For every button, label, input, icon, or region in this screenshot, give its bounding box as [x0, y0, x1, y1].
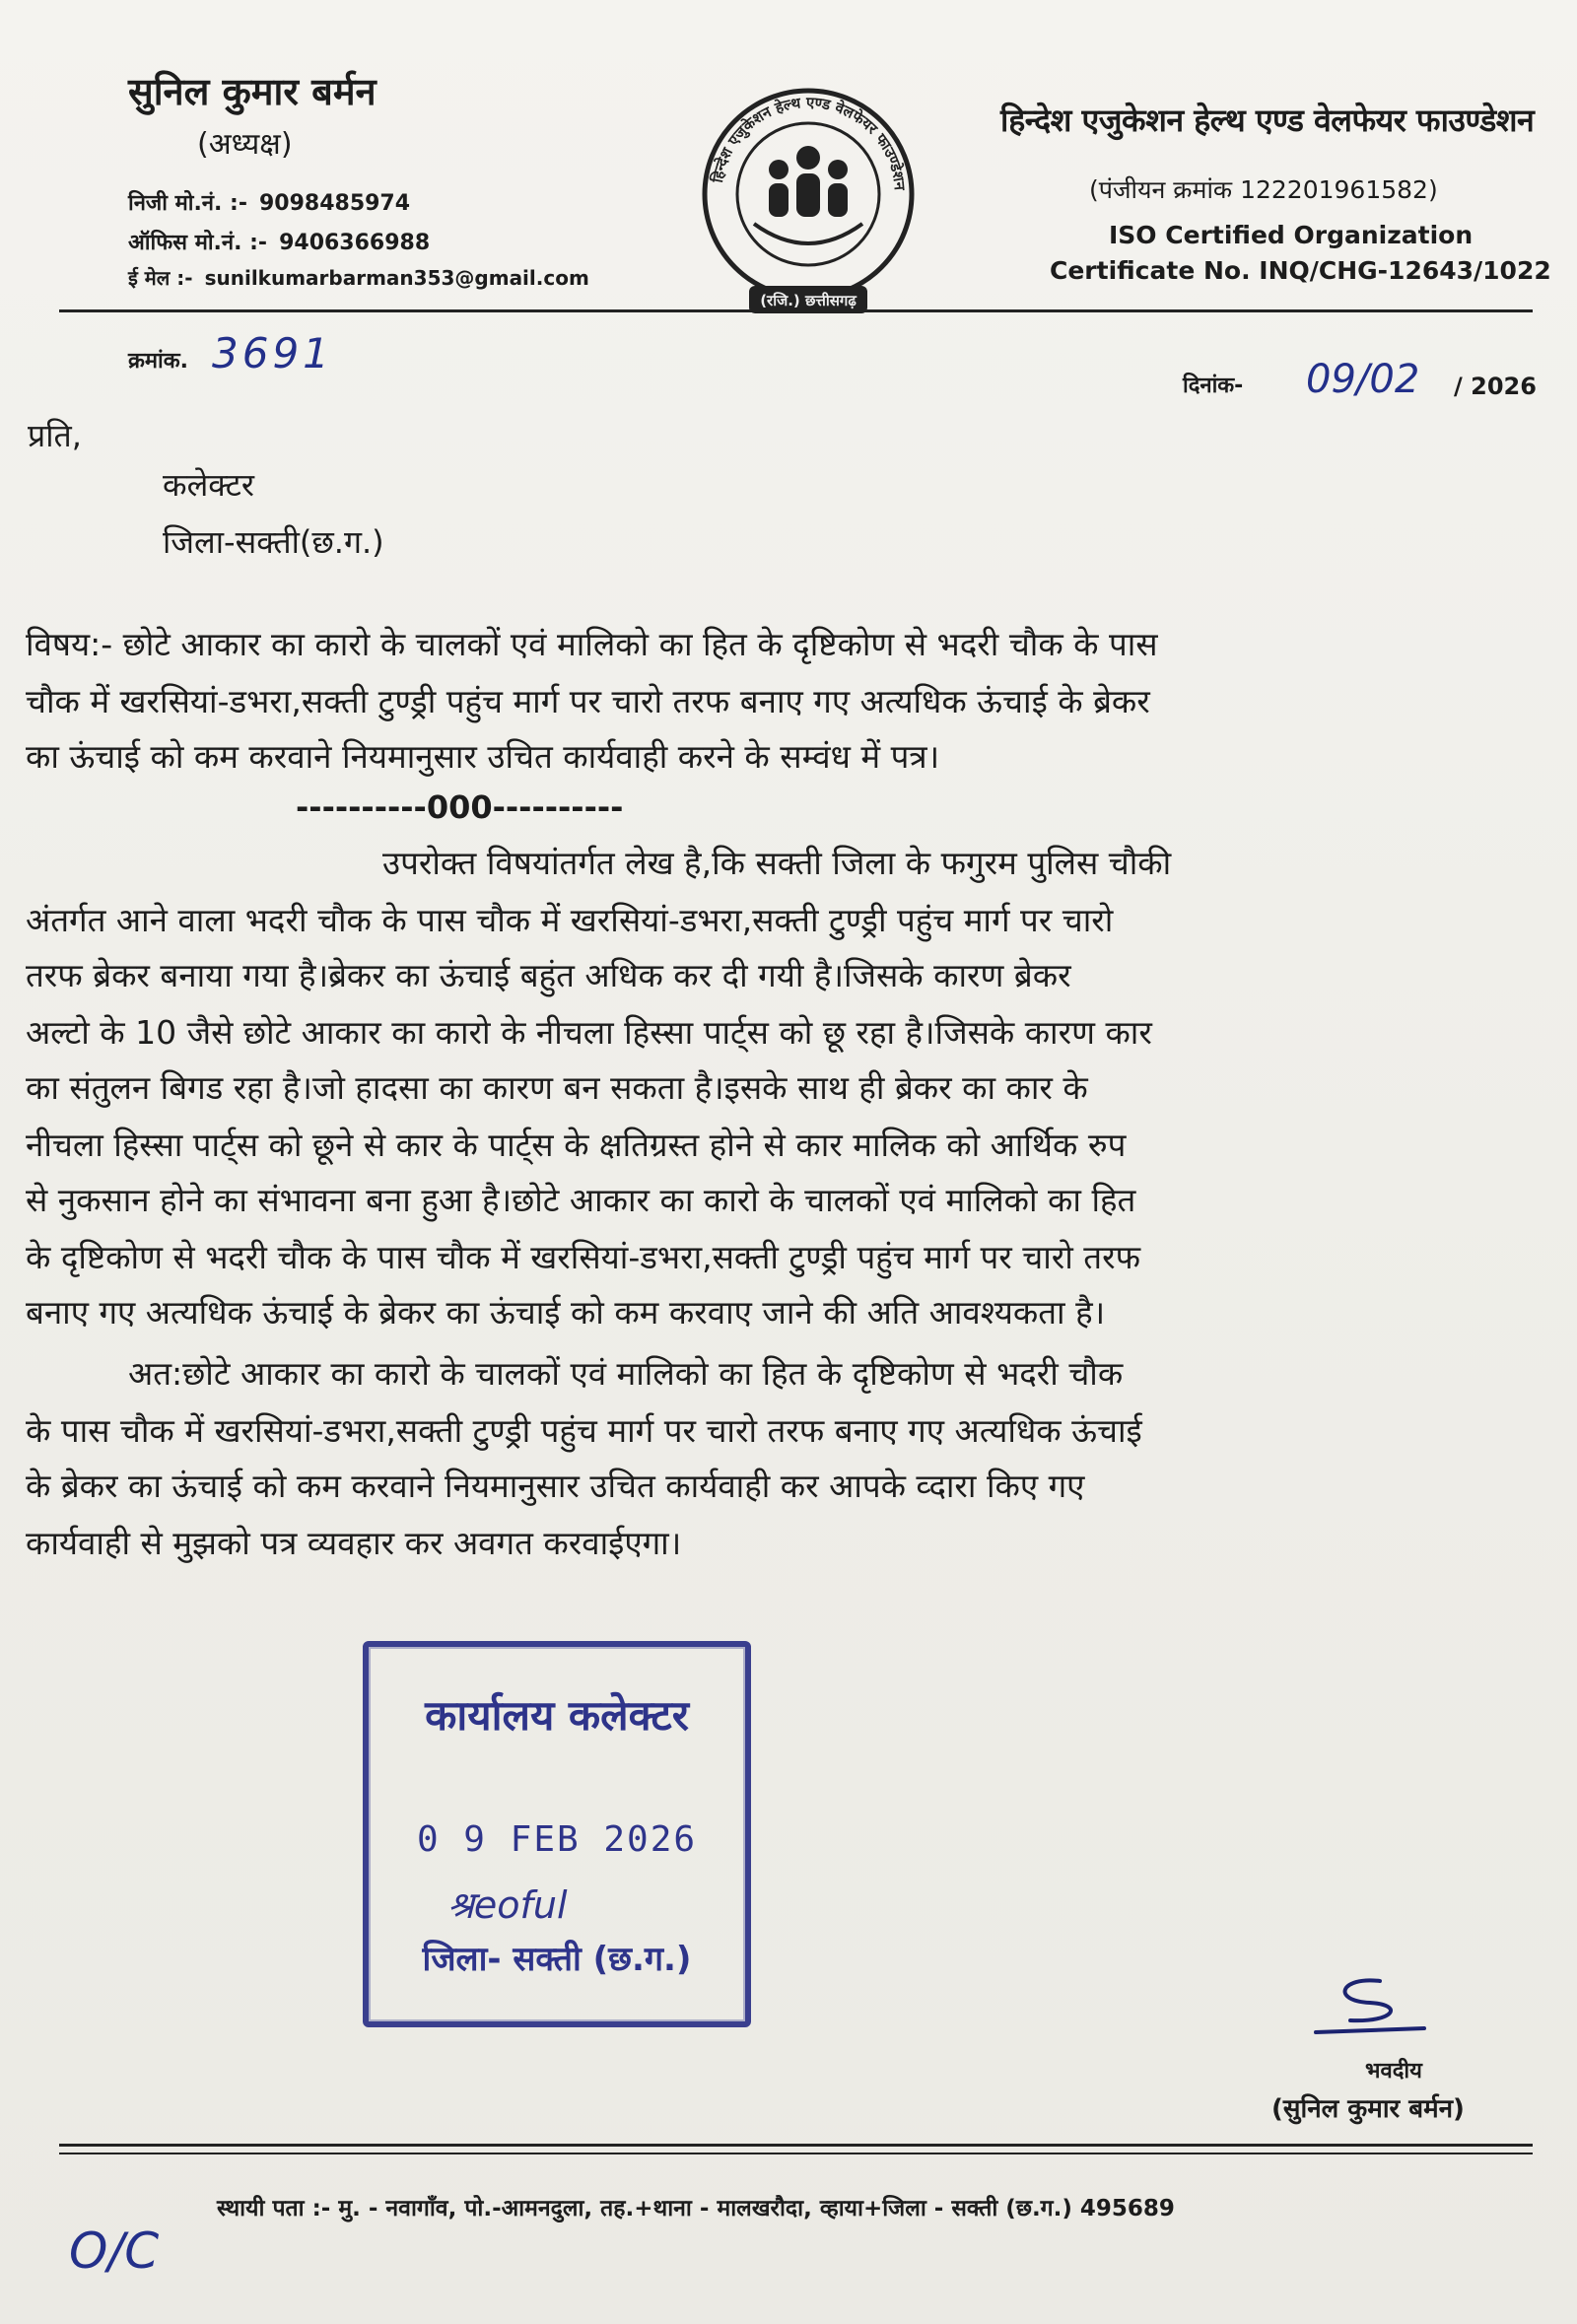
contact-email: [128, 264, 589, 291]
contact-label: ऑफिस मो.नं. :-: [128, 231, 268, 255]
org-registration: (पंजीयन क्रमांक 122201961582): [1089, 175, 1438, 204]
stamp-title: कार्यालय कलेक्टर: [425, 1691, 689, 1740]
separator: ----------000----------: [296, 788, 624, 826]
body-line: के पास चौक में खरसियां-डभरा,सक्ती टुण्ड्री पहुंच मार्ग पर चारो तरफ बनाए गए अत्यधिक ऊंचाई: [26, 1411, 1142, 1450]
body-line: अंतर्गत आने वाला भदरी चौक के पास चौक में खरसियां-डभरा,सक्ती टुण्ड्री पहुंच मार्ग पर चारो: [26, 901, 1114, 939]
subject-line: का ऊंचाई को कम करवाने नियमानुसार उचित कार्यवाही करने के सम्वंध में पत्र।: [26, 737, 940, 776]
stamp-date: 0 9 FEB 2026: [416, 1819, 698, 1860]
contact-value: sunilkumarbarman353@gmail.com: [204, 266, 589, 290]
recipient-district: जिला-सक्ती(छ.ग.): [163, 523, 384, 561]
recipient-prefix: प्रति,: [28, 417, 82, 454]
org-certificate: Certificate No. INQ/CHG-12643/1022: [1050, 256, 1551, 285]
body-line: का संतुलन बिगड रहा है।जो हादसा का कारण बन सकता है।इसके साथ ही ब्रेकर का कार के: [26, 1068, 1088, 1107]
logo-ring-text: हिन्देश एजुकेशन हेल्थ एण्ड वेलफेयर फाउण्डेशन: [708, 93, 909, 191]
contact-value: 9098485974: [258, 191, 411, 216]
closing-yours: भवदीय: [1365, 2059, 1422, 2084]
subject-line: विषय:- छोटे आकार का कारो के चालकों एवं मालिको का हित के दृष्टिकोण से भदरी चौक के पास: [26, 625, 1158, 663]
body-line: से नुकसान होने का संभावना बना हुआ है।छोटे आकार का कारो के चालकों एवं मालिको का हित: [26, 1181, 1136, 1219]
date-handwritten: 09/02: [1306, 357, 1420, 402]
contact-office-mobile: [128, 227, 430, 256]
foundation-logo: [700, 71, 917, 317]
contact-label: ई मेल :-: [128, 266, 193, 290]
collector-office-stamp: [363, 1641, 751, 2027]
footer-divider-top: [59, 2144, 1533, 2147]
header-divider: [59, 309, 1533, 312]
subject-line: चौक में खरसियां-डभरा,सक्ती टुण्ड्री पहुंच मार्ग पर चारो तरफ बनाए गए अत्यधिक ऊंचाई के ब्रेकर: [26, 682, 1150, 720]
body-line: तरफ ब्रेकर बनाया गया है।ब्रेकर का ऊंचाई बहुंत अधिक कर दी गयी है।जिसके कारण ब्रेकर: [26, 956, 1071, 994]
reference-label: क्रमांक.: [128, 349, 189, 374]
body-line: बनाए गए अत्यधिक ऊंचाई के ब्रेकर का ऊंचाई को कम करवाए जाने की अति आवश्यकता है।: [26, 1293, 1106, 1332]
contact-value: 9406366988: [279, 231, 431, 255]
contact-personal-mobile: [128, 187, 410, 217]
stamp-handwritten: श्रeoful: [447, 1883, 568, 1927]
margin-note: O/C: [69, 2222, 160, 2280]
footer-divider-bottom: [59, 2153, 1533, 2154]
body-line: अल्टो के 10 जैसे छोटे आकार का कारो के नीचला हिस्सा पार्ट्स को छू रहा है।जिसके कारण कार: [26, 1013, 1152, 1052]
body-line: नीचला हिस्सा पार्ट्स को छूने से कार के पार्ट्स के क्षतिग्रस्त होने से कार मालिक को आर्थिक रुप: [26, 1126, 1127, 1164]
sender-role: (अध्यक्ष): [197, 127, 293, 162]
body-line: अत:छोटे आकार का कारो के चालकों एवं मालिको का हित के दृष्टिकोण से भदरी चौक: [128, 1354, 1124, 1393]
sender-name: सुनिल कुमार बर्मन: [128, 70, 377, 113]
org-iso: ISO Certified Organization: [1109, 221, 1474, 249]
contact-label: निजी मो.नं. :-: [128, 191, 247, 216]
date-year: / 2026: [1454, 373, 1537, 400]
recipient-title: कलेक्टर: [163, 466, 254, 504]
people-icon: [769, 146, 848, 217]
body-line: के दृष्टिकोण से भदरी चौक के पास चौक में खरसियां-डभरा,सक्ती टुण्ड्री पहुंच मार्ग पर चारो तरफ: [26, 1238, 1141, 1276]
body-line: के ब्रेकर का ऊंचाई को कम करवाने नियमानुसार उचित कार्यवाही कर आपके व्दारा किए गए: [26, 1467, 1085, 1505]
org-name: हिन्देश एजुकेशन हेल्थ एण्ड वेलफेयर फाउण्डेशन: [1000, 102, 1535, 139]
logo-bottom-text: (रजि.) छत्तीसगढ़: [760, 292, 857, 309]
reference-number: 3691: [212, 329, 333, 377]
body-line: कार्यवाही से मुझको पत्र व्यवहार कर अवगत करवाईएगा।: [26, 1524, 682, 1562]
closing-name: (सुनिल कुमार बर्मन): [1271, 2094, 1465, 2124]
permanent-address: स्थायी पता :- मु. - नवागाँव, पो.-आमनदुला, तह.+थाना - मालखरौदा, व्हाया+जिला - सक्ती (छ.ग.) 495689: [217, 2196, 1175, 2221]
stamp-district: जिला- सक्ती (छ.ग.): [422, 1940, 692, 1979]
body-line: उपरोक्त विषयांतर्गत लेख है,कि सक्ती जिला के फगुरम पुलिस चौकी: [382, 844, 1172, 882]
signature: [1311, 1971, 1429, 2040]
date-label: दिनांक-: [1183, 374, 1244, 398]
